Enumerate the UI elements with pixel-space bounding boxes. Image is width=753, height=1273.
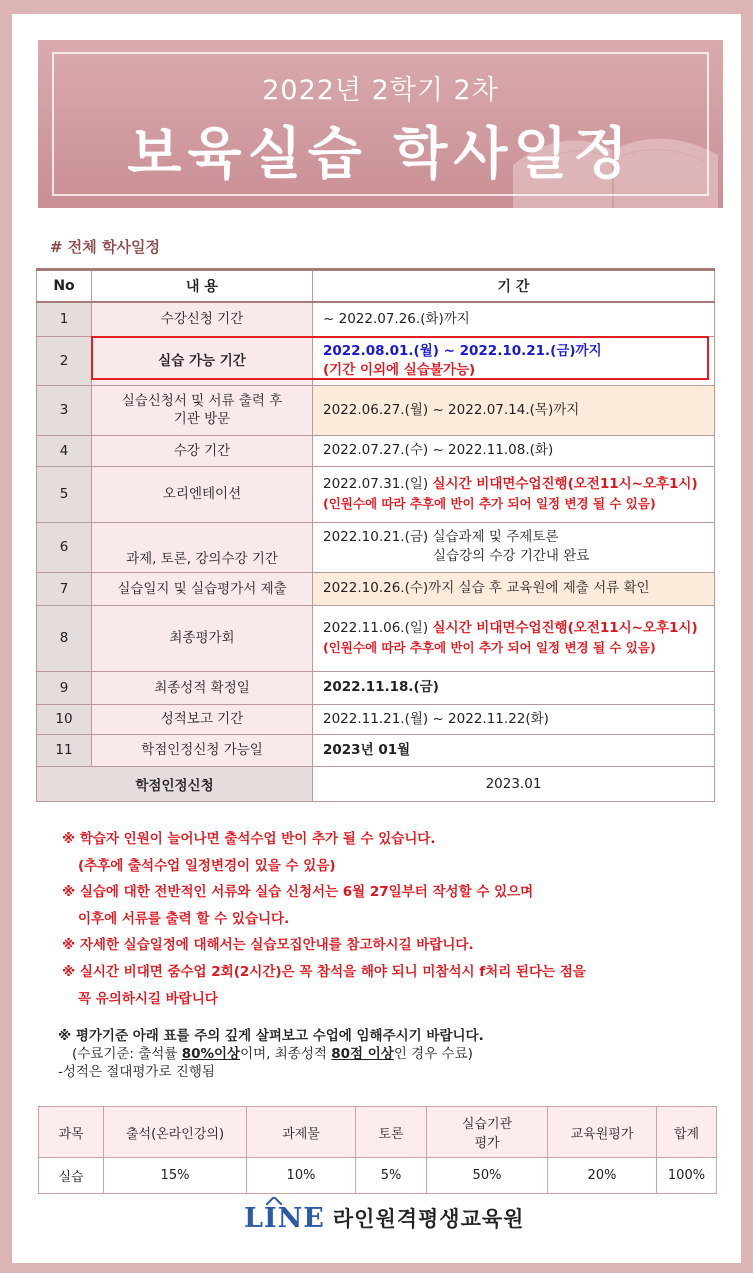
row-no: 4 [37, 435, 92, 466]
period-text: ~ 2022.07.26.(화)까지 [323, 310, 470, 327]
row-item: 수강 기간 [92, 435, 313, 466]
row-no: 6 [37, 522, 92, 572]
row-item: 과제, 토론, 강의수강 기간 [92, 522, 313, 572]
grade-header [427, 1107, 548, 1158]
table-row [37, 435, 715, 466]
grade-header: 출석(온라인강의) [104, 1107, 247, 1158]
org-name: 라인원격평생교육원 [332, 1207, 525, 1231]
summary-value: 2023.01 [313, 766, 715, 801]
header-item: 내 용 [92, 270, 313, 303]
grade-table [38, 1106, 717, 1194]
row-item: 학점인정신청 가능일 [92, 734, 313, 766]
grade-value: 10% [247, 1158, 356, 1194]
logo-mark-text: LINE [244, 1202, 325, 1234]
period-line [323, 475, 713, 494]
summary-label: 학점인정신청 [37, 766, 313, 801]
schedule-table [36, 268, 715, 802]
row-item-line1: 실습신청서 및 서류 출력 후 [121, 393, 283, 409]
table-row [37, 302, 715, 336]
row-period [313, 435, 715, 466]
grade-header: 과제물 [247, 1107, 356, 1158]
row-no: 2 [37, 336, 92, 385]
row-no: 8 [37, 605, 92, 671]
period-text: 2022.11.21.(월) ~ 2022.11.22(화) [323, 710, 549, 727]
row-item: 성적보고 기간 [92, 704, 313, 734]
criteria-score: 80점 이상 [331, 1046, 394, 1062]
row-period [313, 734, 715, 766]
period-note: (인원수에 따라 추후에 반이 추가 되어 일정 변경 될 수 있음) [323, 640, 656, 655]
line-logo-mark [244, 1203, 325, 1234]
header-banner [38, 40, 723, 208]
header-period: 기 간 [313, 270, 715, 303]
table-row [37, 671, 715, 704]
row-period [313, 704, 715, 734]
criteria-text: (수료기준: 출석률 [72, 1046, 182, 1062]
evaluation-criteria [58, 1027, 484, 1081]
table-row [37, 336, 715, 385]
period-date: 2022.11.06.(일) [323, 620, 433, 636]
period-live-note: 실시간 비대면수업진행(오전11시~오후1시) [432, 476, 698, 492]
row-period [313, 522, 715, 572]
period-text: 2023년 01월 [323, 741, 411, 758]
period-live-note: 실시간 비대면수업진행(오전11시~오후1시) [432, 620, 698, 636]
criteria-title: ※ 평가기준 아래 표를 주의 깊게 살펴보고 수업에 임해주시기 바랍니다. [58, 1028, 484, 1044]
grade-value: 100% [657, 1158, 717, 1194]
grade-header: 합계 [657, 1107, 717, 1158]
row-no: 5 [37, 466, 92, 522]
row-period [313, 466, 715, 522]
period-text-2: 실습강의 수강 기간내 완료 [433, 548, 590, 564]
notice-item: 꼭 유의하시길 바랍니다 [78, 990, 218, 1007]
notice-item: (추후에 출석수업 일정변경이 있을 수 있음) [78, 857, 336, 874]
grade-header: 토론 [356, 1107, 427, 1158]
row-item: 실습일지 및 실습평가서 제출 [92, 572, 313, 605]
banner-title: 보육실습 학사일정 [127, 122, 634, 187]
period-note: (인원수에 따라 추후에 반이 추가 되어 일정 변경 될 수 있음) [323, 496, 656, 511]
period-line [323, 619, 713, 638]
schedule-header-row [37, 270, 715, 303]
row-item: 최종평가회 [92, 605, 313, 671]
row-item: 최종성적 확정일 [92, 671, 313, 704]
section-title: # 전체 학사일정 [50, 238, 160, 256]
banner-subtitle: 2022년 2학기 2차 [262, 75, 499, 106]
grade-value: 15% [104, 1158, 247, 1194]
criteria-text: 인 경우 수료) [393, 1046, 473, 1062]
row-item-line2: 기관 방문 [173, 411, 231, 427]
grade-value: 5% [356, 1158, 427, 1194]
grade-header-line1: 실습기관 [461, 1117, 513, 1132]
summary-row [37, 766, 715, 801]
table-row [37, 605, 715, 671]
row-no: 9 [37, 671, 92, 704]
row-item [92, 385, 313, 435]
row-period [313, 302, 715, 336]
grade-value: 실습 [39, 1158, 104, 1194]
table-row [37, 572, 715, 605]
row-item: 오리엔테이션 [92, 466, 313, 522]
period-text: 2022.11.18.(금) [323, 679, 439, 695]
row-period [313, 572, 715, 605]
row-item: 실습 가능 기간 [92, 336, 313, 385]
row-no: 11 [37, 734, 92, 766]
row-no: 1 [37, 302, 92, 336]
period-text: 2022.06.27.(월) ~ 2022.07.14.(목)까지 [323, 401, 580, 418]
grade-value-row [39, 1158, 717, 1194]
grade-value: 20% [548, 1158, 657, 1194]
criteria-note: -성적은 절대평가로 진행됨 [58, 1064, 215, 1080]
row-item: 수강신청 기간 [92, 302, 313, 336]
notice-item: ※ 실습에 대한 전반적인 서류와 실습 신청서는 6월 27일부터 작성할 수 있으며 [62, 884, 534, 901]
notice-list [62, 826, 722, 1012]
grade-header: 교육원평가 [548, 1107, 657, 1158]
grade-header-row [39, 1107, 717, 1158]
period-note: (기간 이외에 실습불가능) [323, 361, 476, 378]
roof-icon [266, 1197, 282, 1205]
grade-value: 50% [427, 1158, 548, 1194]
header-no: No [37, 270, 92, 303]
row-no: 10 [37, 704, 92, 734]
period-text: 2022.07.27.(수) ~ 2022.11.08.(화) [323, 442, 554, 458]
notice-item: ※ 학습자 인원이 늘어나면 출석수업 반이 추가 될 수 있습니다. [62, 831, 436, 847]
criteria-text: 이며, 최종성적 [240, 1046, 332, 1062]
table-row [37, 385, 715, 435]
row-period [313, 605, 715, 671]
table-row [37, 734, 715, 766]
criteria-attendance: 80%이상 [181, 1046, 241, 1062]
row-period [313, 385, 715, 435]
criteria-completion [58, 1045, 484, 1063]
notice-item: 이후에 서류를 출력 할 수 있습니다. [78, 910, 290, 927]
notice-item: ※ 자세한 실습일정에 대해서는 실습모집안내를 참고하시길 바랍니다. [62, 937, 474, 954]
notice-item: ※ 실시간 비대면 줌수업 2회(2시간)은 꼭 참석을 해야 되니 미참석시 f처리 된다는 점을 [62, 963, 586, 980]
period-date: 2022.07.31.(일) [323, 476, 433, 492]
footer-logo [244, 1200, 524, 1236]
row-no: 3 [37, 385, 92, 435]
grade-header-line2: 평가 [474, 1136, 500, 1151]
row-period [313, 336, 715, 385]
table-row [37, 522, 715, 572]
period-text: 2022.10.21.(금) 실습과제 및 주제토론 [323, 529, 559, 545]
table-row [37, 704, 715, 734]
table-row [37, 466, 715, 522]
row-period [313, 671, 715, 704]
period-text: 2022.08.01.(월) ~ 2022.10.21.(금)까지 [323, 342, 602, 359]
period-text: 2022.10.26.(수)까지 실습 후 교육원에 제출 서류 확인 [323, 580, 650, 596]
grade-header: 과목 [39, 1107, 104, 1158]
row-no: 7 [37, 572, 92, 605]
